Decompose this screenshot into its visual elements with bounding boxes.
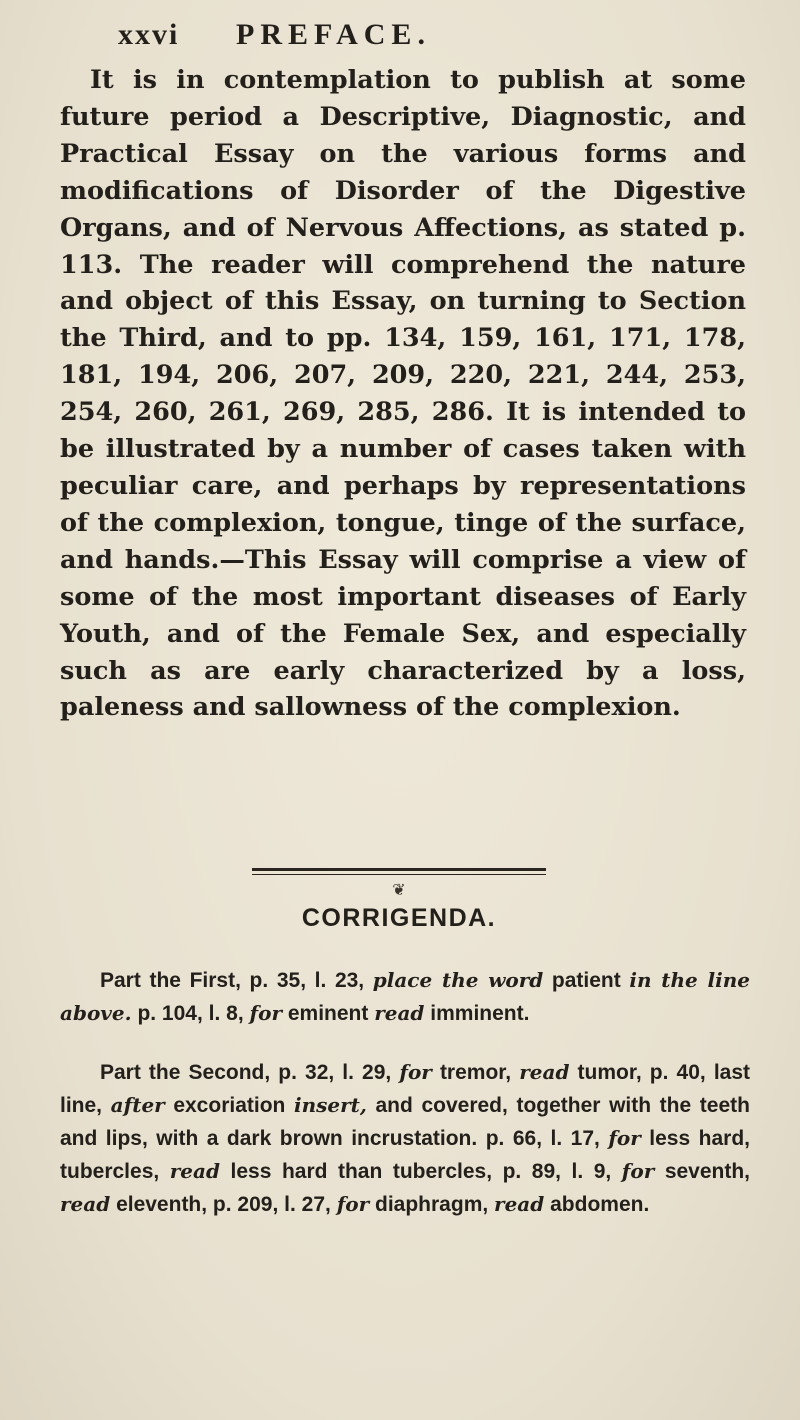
errata-text: diaphragm,: [375, 1193, 489, 1216]
ornament-icon: ❦: [392, 880, 406, 899]
errata-text: imminent.: [430, 1002, 530, 1025]
errata-instruction: for: [399, 1060, 432, 1084]
errata-text: tremor,: [439, 1061, 512, 1084]
errata-instruction: for: [608, 1126, 641, 1150]
preface-paragraph: It is in contemplation to publish at some future period a Descriptive, Diagnostic, and Practical Essay on the various forms and modifications of Disorder of the Digestive Organs, and of Nervous Affections, as stated p. 113. The reader will comprehend the nature and object of this Essay, on turning to Section the Third, and to pp. 134, 159, 161, 171, 178, 181, 194, 206, 207, 209, 220, 221, 244, 253, 254, 260, 261, 269, 285, 286. It is intended to be illustrated by a number of cases taken with peculiar care, and perhaps by representations of the complexion, tongue, tinge of the surface, and hands.—This Essay will comprise a view of some of the most important diseases of Early Youth, and of the Female Sex, and especially such as are early characterized by a loss, paleness and sallowness of the complexion.: [60, 65, 746, 723]
errata-text: Part the Second, p. 32, l. 29,: [100, 1061, 392, 1084]
errata-text: eminent: [287, 1002, 369, 1025]
errata-instruction: in the line above.: [60, 968, 750, 1025]
corrigenda-part-first: [60, 964, 750, 1030]
errata-instruction: read: [494, 1192, 545, 1216]
errata-instruction: for: [621, 1159, 655, 1183]
corrigenda-part-second: [60, 1056, 750, 1221]
errata-instruction: read: [60, 1192, 111, 1216]
errata-instruction: insert,: [294, 1093, 367, 1117]
corrigenda-heading: CORRIGENDA.: [301, 904, 497, 932]
errata-text: tumor, p. 40, last line,: [60, 1061, 751, 1117]
errata-instruction: for: [249, 1001, 282, 1025]
errata-text: seventh,: [664, 1160, 751, 1183]
errata-instruction: place the word: [372, 968, 544, 992]
running-title: PREFACE.: [236, 18, 431, 51]
errata-text: and covered, together with the teeth and lips, with a dark brown incrustation. p. 66, l. 17,: [60, 1094, 750, 1150]
errata-instruction: for: [336, 1192, 370, 1216]
section-rule: [252, 868, 546, 875]
errata-instruction: after: [110, 1093, 165, 1117]
errata-text: p. 104, l. 8,: [137, 1002, 244, 1025]
errata-instruction: read: [519, 1060, 570, 1084]
errata-text: abdomen.: [550, 1193, 650, 1216]
errata-text: patient: [551, 969, 621, 992]
errata-instruction: read: [169, 1159, 220, 1183]
errata-text: less hard, tubercles,: [60, 1127, 750, 1183]
errata-text: eleventh, p. 209, l. 27,: [116, 1193, 331, 1216]
errata-text: less hard than tubercles, p. 89, l. 9,: [230, 1160, 612, 1183]
errata-text: Part the First, p. 35, l. 23,: [100, 969, 365, 992]
errata-text: excoriation: [173, 1094, 286, 1117]
page-number: xxvi: [118, 18, 180, 51]
errata-instruction: read: [374, 1001, 425, 1025]
running-head: [118, 18, 718, 58]
